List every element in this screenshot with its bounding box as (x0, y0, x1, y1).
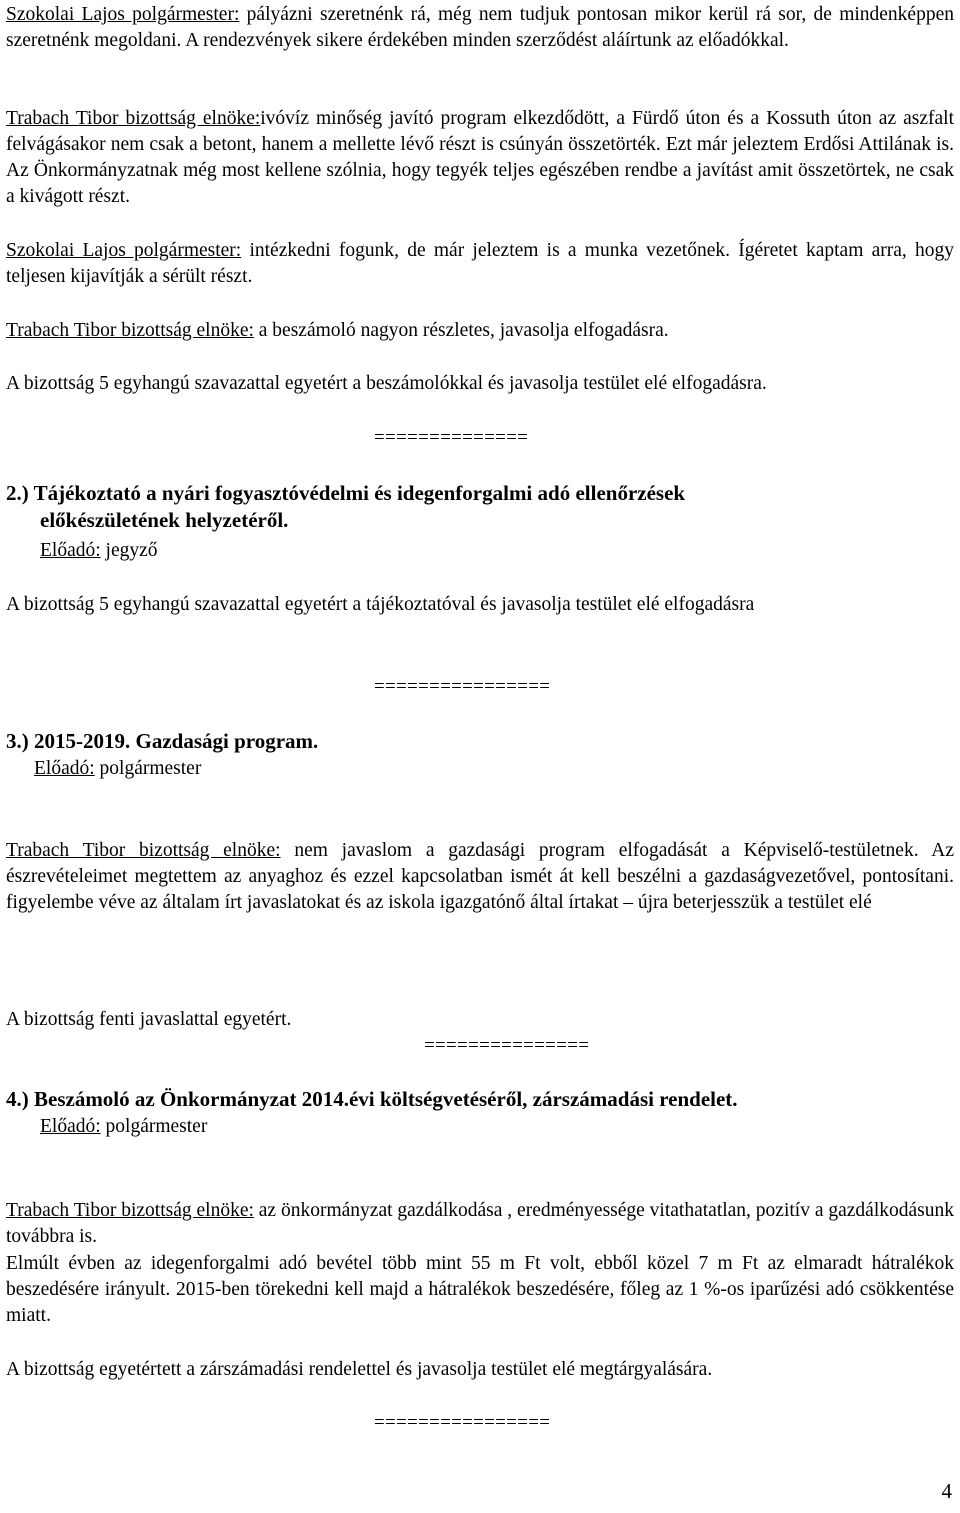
presenter-name: polgármester (94, 758, 202, 779)
committee-decision-2: A bizottság 5 egyhangú szavazattal egyetért a tájékoztatóval és javasolja testület elé elfogadásra (6, 594, 755, 615)
presenter-name: polgármester (100, 1116, 208, 1137)
agenda-item-4-details: Elmúlt évben az idegenforgalmi adó bevétel több mint 55 m Ft volt, ebből közel 7 m Ft az elmaradt hátralékok beszedésére irányult. 2015-ben törekedni kell majd a hátralékok beszedésére, főleg az 1 %-os iparűzési adó csökkentése miatt. (6, 1253, 954, 1326)
presenter-name: jegyző (100, 540, 158, 561)
committee-decision-4: A bizottság egyetértett a zárszámadási rendelettel és javasolja testület elé megtárgyalására. (6, 1359, 713, 1380)
paragraph-3 (6, 238, 954, 290)
speaker-name: Trabach Tibor bizottság elnöke: (6, 1200, 254, 1221)
paragraph-text: pályázni szeretnénk rá, még nem tudjuk pontosan mikor kerül rá sor, de mindenképpen szeretnénk megoldani. A rendezvények sikere érdekében minden szerződést aláírtunk az előadókkal. (6, 4, 954, 51)
speaker-name: Trabach Tibor bizottság elnöke: (6, 840, 281, 861)
agenda-item-2-presenter (6, 538, 960, 564)
presenter-label: Előadó: (34, 758, 95, 779)
paragraph-text: intézkedni fogunk, de már jeleztem is a munka vezetőnek. Ígéretet kaptam arra, hogy teljesen kijavítják a sérült részt. (6, 240, 954, 287)
agenda-item-2-title (6, 480, 954, 534)
presenter-label: Előadó: (40, 1116, 101, 1137)
paragraph-text: az önkormányzat gazdálkodása , eredményessége vitathatatlan, pozitív a gazdálkodásunk továbbra is. (6, 1200, 955, 1247)
committee-decision-3: A bizottság fenti javaslattal egyetért. (6, 1009, 292, 1030)
section-separator: ================ (374, 1412, 551, 1433)
agenda-item-4-presenter (6, 1114, 960, 1140)
agenda-item-3-title: 3.) 2015-2019. Gazdasági program. (6, 729, 319, 753)
speaker-name: Trabach Tibor bizottság elnöke: (6, 108, 261, 129)
speaker-name: Trabach Tibor bizottság elnöke: (6, 320, 254, 341)
paragraph-text: nem javaslom a gazdasági program elfogadását a Képviselő-testületnek. Az észrevételeimet megtettem az anyaghoz és ezzel kapcsolatban ismét át kell beszélni a gazdaságvezetővel, pontosítani. figyelembe véve az általam írt javaslatokat és az iskola igazgatónő által írtakat – újra beterjesszük a testület elé (6, 840, 954, 913)
paragraph-text: ivóvíz minőség javító program elkezdődött, a Fürdő úton és a Kossuth úton az aszfalt felvágásakor nem csak a betont, hanem a mellette lévő részt is csúnyán összetörték. Ezt már jeleztem Erdősi Attilának is. Az Önkormányzatnak még most kellene szólnia, hogy tegyék teljes egészében rendbe a javítást amit összetörtek, ne csak a kivágott részt. (6, 108, 954, 207)
section-separator: ============== (374, 427, 529, 448)
paragraph-1 (6, 2, 954, 54)
title-line: 2.) Tájékoztató a nyári fogyasztóvédelmi és idegenforgalmi adó ellenőrzések (6, 481, 686, 505)
agenda-item-4-discussion (6, 1198, 954, 1250)
page-number: 4 (941, 1479, 952, 1503)
committee-decision-1: A bizottság 5 egyhangú szavazattal egyetért a beszámolókkal és javasolja testület elé elfogadásra. (6, 373, 767, 394)
presenter-label: Előadó: (40, 540, 101, 561)
paragraph-2 (6, 106, 954, 210)
speaker-name: Szokolai Lajos polgármester: (6, 4, 240, 25)
agenda-item-3-discussion (6, 838, 954, 916)
speaker-name: Szokolai Lajos polgármester: (6, 240, 242, 261)
paragraph-4 (6, 318, 954, 344)
title-line: előkészületének helyzetéről. (40, 508, 289, 532)
agenda-item-3-presenter (6, 756, 960, 782)
section-separator: =============== (424, 1035, 590, 1056)
agenda-item-4-title: 4.) Beszámoló az Önkormányzat 2014.évi költségvetéséről, zárszámadási rendelet. (6, 1087, 738, 1111)
paragraph-text: a beszámoló nagyon részletes, javasolja elfogadásra. (253, 320, 669, 341)
section-separator: ================ (374, 676, 551, 697)
